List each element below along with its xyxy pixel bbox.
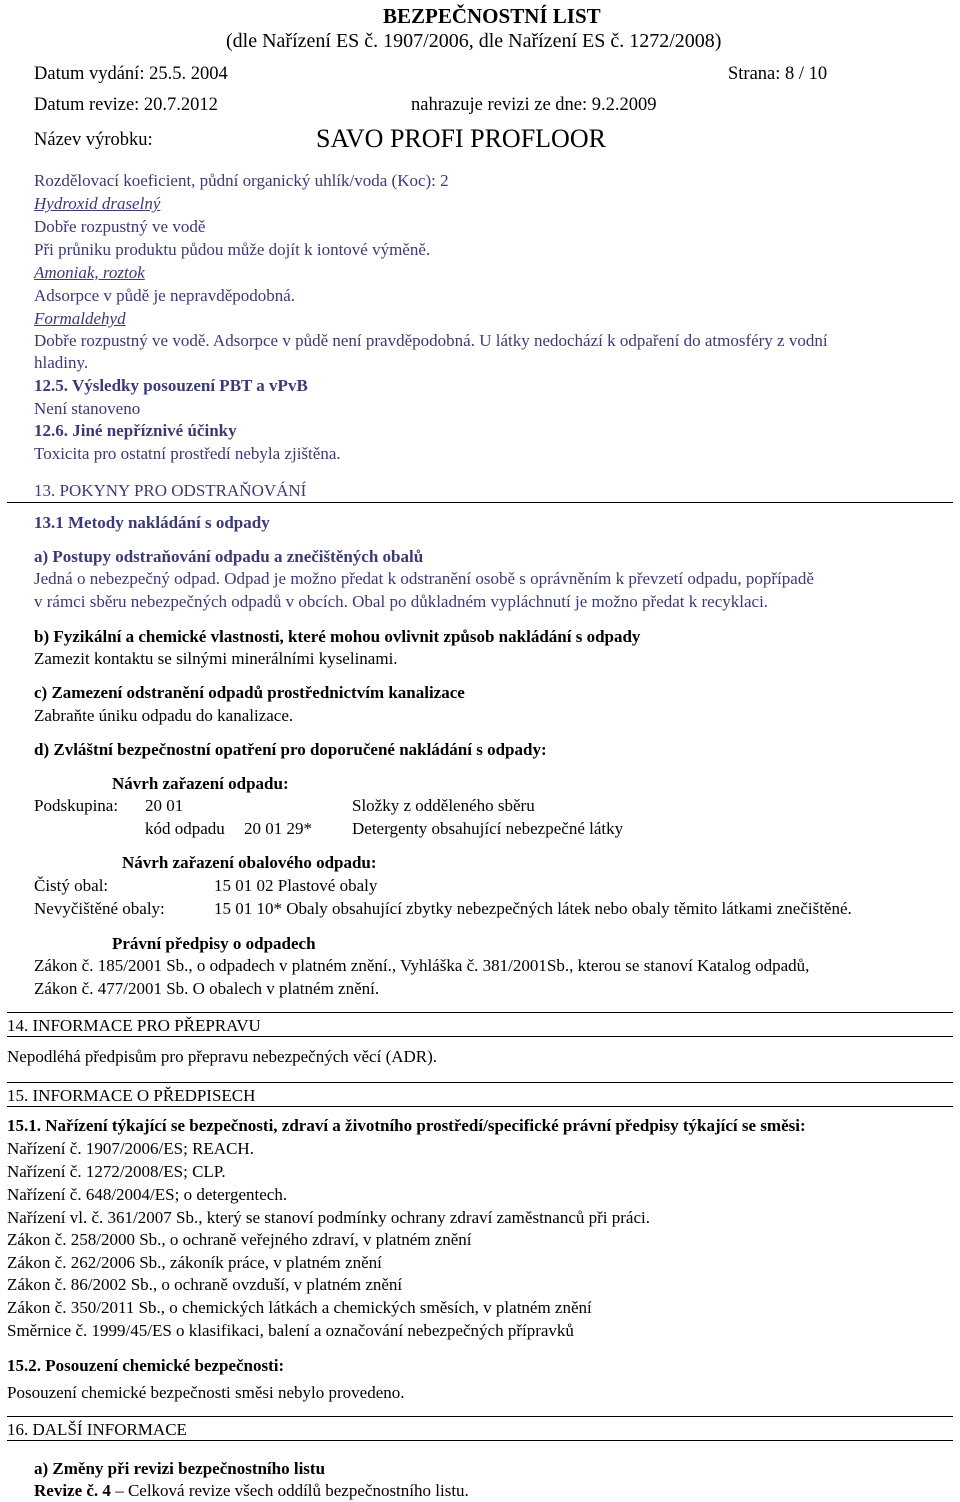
subsection-title: 15.1. Nařízení týkající se bezpečnosti, zdraví a životního prostředí/specifické právní předpisy týkající se směsi: — [7, 1116, 806, 1135]
subgroup-description: Složky z odděleného sběru — [352, 796, 535, 815]
clean-packaging-value: 15 01 02 Plastové obaly — [214, 876, 378, 895]
legal-regulations-title: Právní předpisy o odpadech — [112, 934, 316, 953]
point-b-title: b) Fyzikální a chemické vlastnosti, které mohou ovlivnit způsob nakládání s odpady — [34, 627, 641, 646]
waste-code-value: 20 01 29* — [244, 819, 312, 838]
substance-text: Při průniku produktu půdou může dojít k iontové výměně. — [34, 240, 431, 259]
section-14-title: 14. INFORMACE PRO PŘEPRAVU — [7, 1016, 261, 1035]
regulation-item: Nařízení č. 648/2004/ES; o detergentech. — [7, 1185, 288, 1204]
section-15-title: 15. INFORMACE O PŘEDPISECH — [7, 1086, 256, 1105]
clean-packaging-label: Čistý obal: — [34, 876, 109, 895]
substance-title: Hydroxid draselný — [34, 194, 161, 213]
point-b-text: Zamezit kontaktu se silnými minerálními kyselinami. — [34, 649, 398, 668]
section-13-title: 13. POKYNY PRO ODSTRAŇOVÁNÍ — [34, 481, 307, 500]
regulation-item: Zákon č. 258/2000 Sb., o ochraně veřejného zdraví, v platném znění — [7, 1230, 472, 1249]
legal-text: Zákon č. 185/2001 Sb., o odpadech v platném znění., Vyhláška č. 381/2001Sb., kterou se stanoví Katalog odpadů, — [34, 956, 810, 975]
point-a-text: v rámci sběru nebezpečných odpadů v obcích. Obal po důkladném vypláchnutí je možno předat k recyklaci. — [34, 592, 769, 611]
subgroup-code: 20 01 — [145, 796, 184, 815]
point-c-text: Zabraňte úniku odpadu do kanalizace. — [34, 706, 294, 725]
regulation-item: Zákon č. 262/2006 Sb., zákoník práce, v platném znění — [7, 1253, 382, 1272]
substance-text: hladiny. — [34, 353, 89, 372]
waste-code-description: Detergenty obsahující nebezpečné látky — [352, 819, 624, 838]
regulation-item: Zákon č. 350/2011 Sb., o chemických látkách a chemických směsích, v platném znění — [7, 1298, 592, 1317]
replaces-revision: nahrazuje revizi ze dne: 9.2.2009 — [411, 95, 657, 115]
subsection-text: Toxicita pro ostatní prostředí nebyla zjištěna. — [34, 444, 341, 463]
section-divider — [7, 1012, 953, 1013]
section-divider — [7, 1036, 953, 1037]
document-subtitle: (dle Nařízení ES č. 1907/2006, dle Nařízení ES č. 1272/2008) — [226, 30, 722, 52]
section-divider — [7, 1440, 953, 1441]
point-a-text: Jedná o nebezpečný odpad. Odpad je možno předat k odstranění osobě s oprávněním k převzetí odpadu, popřípadě — [34, 569, 814, 588]
subsection-title: 12.6. Jiné nepříznivé účinky — [34, 421, 237, 440]
point-c-title: c) Zamezení odstranění odpadů prostřednictvím kanalizace — [34, 683, 465, 702]
product-name: SAVO PROFI PROFLOOR — [316, 124, 606, 153]
regulation-item: Směrnice č. 1999/45/ES o klasifikaci, balení a označování nebezpečných přípravků — [7, 1321, 574, 1340]
revision-date: Datum revize: 20.7.2012 — [34, 95, 218, 115]
packaging-classification-title: Návrh zařazení obalového odpadu: — [122, 853, 377, 872]
transport-text: Nepodléhá předpisům pro přepravu nebezpečných věcí (ADR). — [7, 1047, 438, 1066]
regulation-item: Nařízení č. 1907/2006/ES; REACH. — [7, 1139, 254, 1158]
regulation-item: Nařízení č. 1272/2008/ES; CLP. — [7, 1162, 226, 1181]
dirty-packaging-value: 15 01 10* Obaly obsahující zbytky nebezpečných látek nebo obaly těmito látkami znečištěné. — [214, 899, 852, 918]
substance-title: Amoniak, roztok — [34, 263, 145, 282]
revision-label: Revize č. 4 — [34, 1481, 111, 1500]
subsection-title: 12.5. Výsledky posouzení PBT a vPvB — [34, 376, 308, 395]
regulation-item: Zákon č. 86/2002 Sb., o ochraně ovzduší, v platném znění — [7, 1275, 403, 1294]
section-divider — [7, 1106, 953, 1107]
product-label: Název výrobku: — [34, 130, 153, 150]
document-title: BEZPEČNOSTNÍ LIST — [383, 4, 601, 28]
koc-text: Rozdělovací koeficient, půdní organický uhlík/voda (Koc): 2 — [34, 171, 449, 190]
section-divider — [7, 502, 953, 503]
changes-title: a) Změny při revizi bezpečnostního listu — [34, 1459, 326, 1478]
substance-text: Dobře rozpustný ve vodě — [34, 217, 206, 236]
subsection-title: 13.1 Metody nakládání s odpady — [34, 513, 270, 532]
section-divider — [7, 1082, 953, 1083]
regulation-item: Nařízení vl. č. 361/2007 Sb., který se stanoví podmínky ochrany zdraví zaměstnanců při práci. — [7, 1208, 650, 1227]
waste-classification-title: Návrh zařazení odpadu: — [112, 774, 289, 793]
revision-note — [34, 1481, 469, 1501]
substance-text: Adsorpce v půdě je nepravděpodobná. — [34, 286, 296, 305]
subgroup-label: Podskupina: — [34, 796, 119, 815]
page-number: Strana: 8 / 10 — [728, 64, 828, 84]
issue-date: Datum vydání: 25.5. 2004 — [34, 64, 228, 84]
waste-code-label: kód odpadu — [145, 819, 225, 838]
point-d-title: d) Zvláštní bezpečnostní opatření pro doporučené nakládání s odpady: — [34, 740, 547, 759]
legal-text: Zákon č. 477/2001 Sb. O obalech v platném znění. — [34, 979, 380, 998]
subsection-title: 15.2. Posouzení chemické bezpečnosti: — [7, 1356, 285, 1375]
revision-text: – Celková revize všech oddílů bezpečnostního listu. — [110, 1481, 469, 1500]
chemical-safety-text: Posouzení chemické bezpečnosti směsi nebylo provedeno. — [7, 1383, 405, 1402]
substance-text: Dobře rozpustný ve vodě. Adsorpce v půdě není pravděpodobná. U látky nedochází k odpaření do atmosféry z vodní — [34, 331, 828, 350]
section-16-title: 16. DALŠÍ INFORMACE — [7, 1420, 187, 1439]
section-divider — [7, 1416, 953, 1417]
dirty-packaging-label: Nevyčištěné obaly: — [34, 899, 165, 918]
subsection-text: Není stanoveno — [34, 399, 141, 418]
substance-title: Formaldehyd — [34, 309, 126, 328]
point-a-title: a) Postupy odstraňování odpadu a znečištěných obalů — [34, 547, 424, 566]
